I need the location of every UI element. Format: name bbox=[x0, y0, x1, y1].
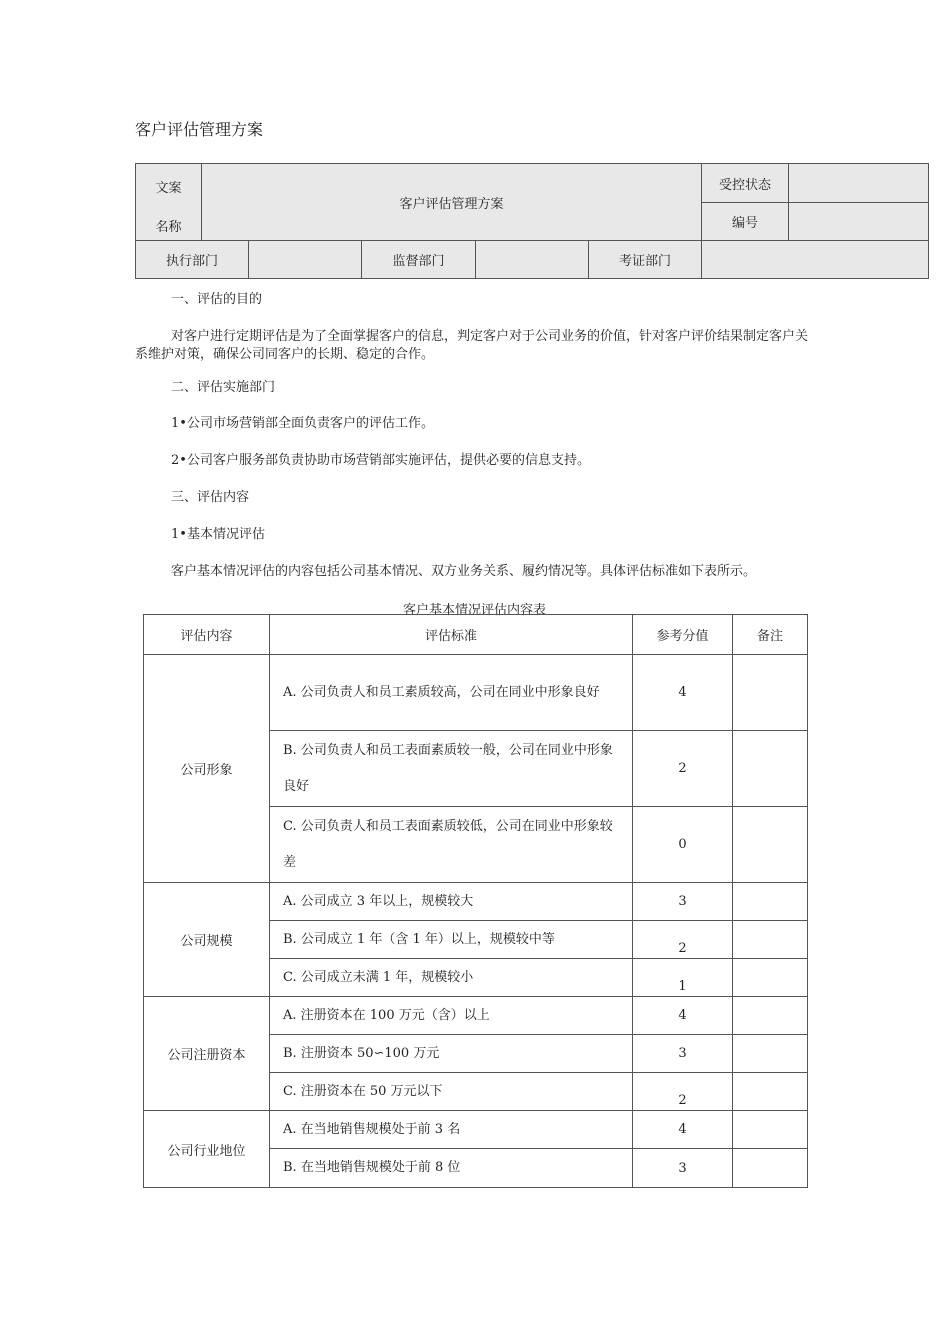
doc-name-value: 客户评估管理方案 bbox=[202, 164, 702, 241]
standard-cell: A. 注册资本在 100 万元（含）以上 bbox=[270, 997, 633, 1035]
standard-cell: B. 公司成立 1 年（含 1 年）以上，规模较中等 bbox=[270, 921, 633, 959]
score-cell: 1 bbox=[633, 959, 733, 997]
remark-cell bbox=[733, 1073, 808, 1111]
category-cell: 公司注册资本 bbox=[144, 997, 270, 1111]
score-cell: 2 bbox=[633, 731, 733, 807]
column-header: 评估内容 bbox=[144, 615, 270, 655]
remark-cell bbox=[733, 1149, 808, 1188]
supervise-dept-label: 监督部门 bbox=[362, 241, 476, 279]
score-cell: 3 bbox=[633, 1149, 733, 1188]
score-cell: 4 bbox=[633, 997, 733, 1035]
section-2-item-2: 2•公司客户服务部负责协助市场营销部实施评估，提供必要的信息支持。 bbox=[171, 453, 590, 468]
score-cell: 4 bbox=[633, 655, 733, 731]
score-cell: 2 bbox=[633, 921, 733, 959]
verify-dept-value bbox=[702, 241, 929, 279]
remark-cell bbox=[733, 997, 808, 1035]
standard-cell: C. 公司成立未满 1 年，规模较小 bbox=[270, 959, 633, 997]
number-value bbox=[789, 203, 929, 241]
section-3-heading: 三、评估内容 bbox=[171, 490, 250, 505]
standard-cell: A. 在当地销售规模处于前 3 名 bbox=[270, 1111, 633, 1149]
table-row bbox=[144, 883, 808, 921]
standard-cell: B. 公司负责人和员工表面素质较一般，公司在同业中形象良好 bbox=[270, 731, 633, 807]
section-3-subheading: 1•基本情况评估 bbox=[171, 527, 265, 542]
remark-cell bbox=[733, 921, 808, 959]
exec-dept-value bbox=[249, 241, 362, 279]
control-status-label: 受控状态 bbox=[702, 164, 789, 203]
remark-cell bbox=[733, 1111, 808, 1149]
score-cell: 3 bbox=[633, 883, 733, 921]
standard-cell: A. 公司负责人和员工素质较高，公司在同业中形象良好 bbox=[270, 655, 633, 731]
table-row bbox=[144, 655, 808, 731]
column-header: 评估标准 bbox=[270, 615, 633, 655]
remark-cell bbox=[733, 731, 808, 807]
remark-cell bbox=[733, 655, 808, 731]
standard-cell: B. 注册资本 50∽100 万元 bbox=[270, 1035, 633, 1073]
score-cell: 4 bbox=[633, 1111, 733, 1149]
number-label: 编号 bbox=[702, 203, 789, 241]
score-cell: 2 bbox=[633, 1073, 733, 1111]
document-title: 客户评估管理方案 bbox=[135, 120, 264, 139]
remark-cell bbox=[733, 959, 808, 997]
column-header: 参考分值 bbox=[633, 615, 733, 655]
table-row bbox=[144, 1111, 808, 1149]
control-status-value bbox=[789, 164, 929, 203]
category-cell: 公司形象 bbox=[144, 655, 270, 883]
table-row bbox=[144, 997, 808, 1035]
section-1-body: 对客户进行定期评估是为了全面掌握客户的信息，判定客户对于公司业务的价值，针对客户评价结果制定客户关系维护对策，确保公司同客户的长期、稳定的合作。 bbox=[135, 329, 809, 362]
section-2-heading: 二、评估实施部门 bbox=[171, 380, 276, 395]
score-cell: 3 bbox=[633, 1035, 733, 1073]
standard-cell: C. 注册资本在 50 万元以下 bbox=[270, 1073, 633, 1111]
score-cell: 0 bbox=[633, 807, 733, 883]
verify-dept-label: 考证部门 bbox=[589, 241, 702, 279]
table-header-row bbox=[144, 615, 808, 655]
exec-dept-label: 执行部门 bbox=[136, 241, 249, 279]
document-header-table bbox=[135, 163, 929, 279]
section-3-body: 客户基本情况评估的内容包括公司基本情况、双方业务关系、履约情况等。具体评估标准如下表所示。 bbox=[171, 564, 757, 579]
standard-cell: C. 公司负责人和员工表面素质较低，公司在同业中形象较差 bbox=[270, 807, 633, 883]
remark-cell bbox=[733, 807, 808, 883]
remark-cell bbox=[733, 883, 808, 921]
standard-cell: B. 在当地销售规模处于前 8 位 bbox=[270, 1149, 633, 1188]
evaluation-table bbox=[143, 614, 808, 1188]
column-header: 备注 bbox=[733, 615, 808, 655]
category-cell: 公司行业地位 bbox=[144, 1111, 270, 1188]
remark-cell bbox=[733, 1035, 808, 1073]
category-cell: 公司规模 bbox=[144, 883, 270, 997]
supervise-dept-value bbox=[476, 241, 589, 279]
standard-cell: A. 公司成立 3 年以上，规模较大 bbox=[270, 883, 633, 921]
section-2-item-1: 1•公司市场营销部全面负责客户的评估工作。 bbox=[171, 416, 434, 431]
doc-name-label: 文案 名称 bbox=[136, 164, 202, 241]
section-1-heading: 一、评估的目的 bbox=[171, 292, 263, 307]
table-caption: 客户基本情况评估内容表 bbox=[402, 603, 546, 618]
